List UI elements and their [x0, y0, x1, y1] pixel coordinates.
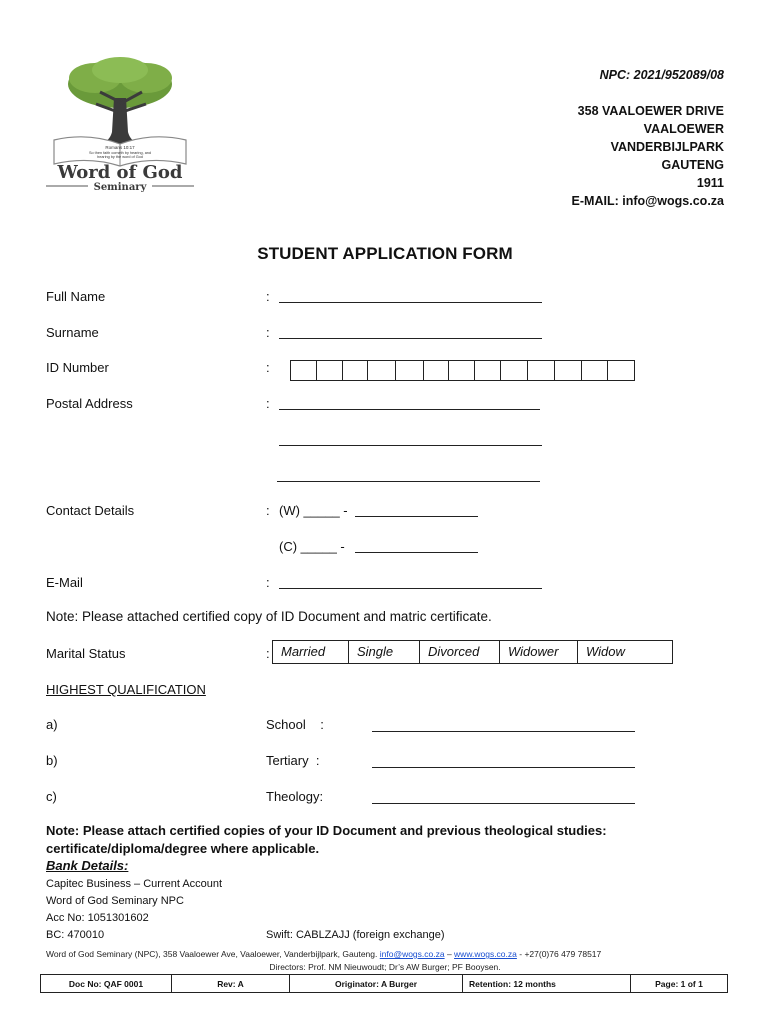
svg-text:Seminary: Seminary	[93, 182, 147, 192]
contact-cell-prefix: (C) _____ -	[279, 539, 345, 554]
address-line: VAALOEWER	[643, 122, 724, 136]
bank-details-heading: Bank Details:	[46, 858, 129, 873]
seminary-logo	[40, 52, 200, 192]
address-block	[572, 102, 724, 210]
footer-phone: - +27(0)76 479 78517	[516, 949, 602, 959]
marital-option-divorced[interactable]: Divorced	[420, 641, 500, 663]
postal-address-line-3[interactable]	[277, 481, 540, 482]
address-line: GAUTENG	[661, 158, 724, 172]
full-name-label: Full Name	[46, 289, 106, 304]
footer-dash: –	[444, 949, 455, 959]
qualification-letter: b)	[46, 753, 58, 768]
qualification-letter: a)	[46, 717, 58, 732]
qualification-type: School :	[266, 717, 324, 732]
note-certified-copies: Note: Please attach certified copies of your ID Document and previous theological studies: certificate/diploma/degree where applicable.	[46, 823, 607, 856]
id-number-label: ID Number	[46, 360, 109, 375]
colon: :	[266, 396, 270, 411]
address-line: 1911	[696, 176, 724, 190]
footer-address-text: Word of God Seminary (NPC), 358 Vaaloewer Ave, Vaaloewer, Vanderbijlpark, Gauteng.	[46, 949, 380, 959]
id-digit-divider	[500, 361, 501, 380]
svg-text:Word of God: Word of God	[57, 162, 183, 183]
footer-web-link[interactable]: www.wogs.co.za	[454, 949, 517, 959]
svg-text:hearing by the word of God: hearing by the word of God	[97, 155, 143, 159]
doc-originator: Originator: A Burger	[290, 975, 463, 993]
note-id-document: Note: Please attached certified copy of ID Document and matric certificate.	[46, 609, 492, 624]
bank-account-name: Word of God Seminary NPC	[46, 895, 184, 907]
bank-branch-code: BC: 470010	[46, 929, 105, 941]
marital-status-label: Marital Status	[46, 646, 126, 661]
bank-account-type: Capitec Business – Current Account	[46, 878, 223, 890]
svg-text:Romans 10:17: Romans 10:17	[105, 145, 135, 150]
postal-address-line-1[interactable]	[279, 409, 540, 410]
colon: :	[266, 503, 270, 518]
marital-status-options	[272, 640, 673, 664]
id-digit-divider	[527, 361, 528, 380]
id-digit-divider	[395, 361, 396, 380]
qualification-heading: HIGHEST QUALIFICATION	[46, 682, 206, 697]
contact-details-label: Contact Details	[46, 503, 135, 518]
tertiary-field[interactable]	[372, 767, 635, 768]
marital-option-single[interactable]: Single	[349, 641, 420, 663]
colon: :	[266, 646, 270, 661]
id-number-boxes[interactable]	[290, 360, 635, 381]
doc-page: Page: 1 of 1	[631, 975, 728, 993]
bank-swift-code: Swift: CABLZAJJ (foreign exchange)	[266, 929, 445, 941]
email-label: E-Mail	[46, 575, 83, 590]
id-digit-divider	[448, 361, 449, 380]
postal-address-line-2[interactable]	[279, 445, 542, 446]
colon: :	[266, 289, 270, 304]
email-address: E-MAIL: info@wogs.co.za	[571, 194, 724, 208]
surname-field[interactable]	[279, 338, 542, 339]
tree-book-icon	[40, 52, 200, 192]
id-digit-divider	[474, 361, 475, 380]
qualification-letter: c)	[46, 789, 57, 804]
id-digit-divider	[423, 361, 424, 380]
id-digit-divider	[607, 361, 608, 380]
document-control-table	[40, 974, 728, 993]
svg-text:So then faith cometh by hearin: So then faith cometh by hearing, and	[88, 151, 152, 155]
address-line: VANDERBIJLPARK	[610, 140, 724, 154]
footer-address	[46, 949, 726, 959]
colon: :	[266, 325, 270, 340]
id-digit-divider	[554, 361, 555, 380]
contact-work-field[interactable]	[355, 516, 478, 517]
marital-option-widower[interactable]: Widower	[500, 641, 578, 663]
email-field[interactable]	[279, 588, 542, 589]
id-digit-divider	[367, 361, 368, 380]
qualification-type: Tertiary :	[266, 753, 320, 768]
marital-option-married[interactable]: Married	[273, 641, 349, 663]
postal-address-label: Postal Address	[46, 396, 133, 411]
footer-directors: Directors: Prof. NM Nieuwoudt; Dr’s AW Burger; PF Booysen.	[269, 962, 501, 972]
qualification-type: Theology:	[266, 789, 324, 804]
address-line: 358 VAALOEWER DRIVE	[577, 104, 724, 118]
full-name-field[interactable]	[279, 302, 542, 303]
contact-work-prefix: (W) _____ -	[279, 503, 348, 518]
id-digit-divider	[316, 361, 317, 380]
school-field[interactable]	[372, 731, 635, 732]
marital-option-widow[interactable]: Widow	[586, 644, 625, 659]
bank-account-number: Acc No: 1051301602	[46, 912, 149, 924]
id-digit-divider	[581, 361, 582, 380]
id-digit-divider	[342, 361, 343, 380]
form-title: STUDENT APPLICATION FORM	[257, 244, 513, 263]
colon: :	[266, 575, 270, 590]
surname-label: Surname	[46, 325, 99, 340]
doc-retention: Retention: 12 months	[463, 975, 631, 993]
npc-number: NPC: 2021/952089/08	[599, 68, 724, 82]
colon: :	[266, 360, 270, 375]
contact-cell-field[interactable]	[355, 552, 478, 553]
doc-number: Doc No: QAF 0001	[41, 975, 172, 993]
footer-email-link[interactable]: info@wogs.co.za	[379, 949, 445, 959]
doc-revision: Rev: A	[172, 975, 290, 993]
theology-field[interactable]	[372, 803, 635, 804]
